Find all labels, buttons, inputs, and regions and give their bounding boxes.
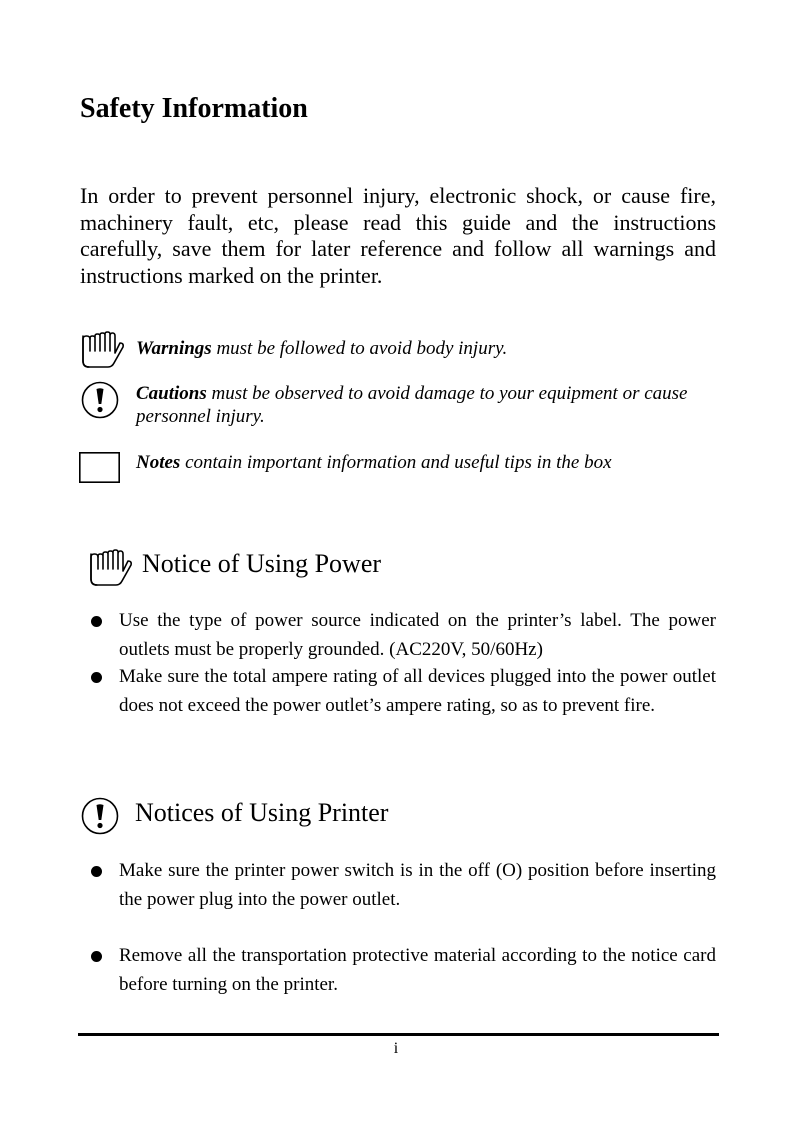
exclamation-circle-icon [80,796,120,841]
intro-paragraph: In order to prevent personnel injury, electronic shock, or cause fire, machinery fault, etc, please read this guide and the instructions carefully, save them for later reference and follow all warnings and instructions marked on the printer. [80,183,716,288]
caution-text: must be observed to avoid damage to your equipment or cause personnel injury. [136,383,688,427]
note-box-icon [79,452,121,489]
caution-term: Cautions [136,383,207,404]
bullet-dot [91,616,102,627]
hand-icon [78,331,126,376]
bullet-dot [91,672,102,683]
list-item-text: Remove all the transportation protective material according to the notice card before turning on the printer. [119,945,716,995]
list-item-text: Use the type of power source indicated on the printer’s label. The power outlets must be properly grounded. (AC220V, 50/60Hz) [119,610,716,660]
list-item-text: Make sure the printer power switch is in the off (O) position before inserting the power plug into the power outlet. [119,860,716,910]
hand-icon [86,549,134,594]
bullet-dot [91,866,102,877]
exclamation-circle-icon [80,380,120,425]
section-power-title: Notice of Using Power [142,549,382,578]
legend-note [78,451,718,485]
list-item-text: Make sure the total ampere rating of all devices plugged into the power outlet does not exceed the power outlet’s ampere rating, so as to prevent fire. [119,666,716,716]
legend-warning [78,331,718,367]
note-term: Notes [136,452,181,473]
page-title: Safety Information [80,93,308,124]
legend-caution [78,380,718,428]
section-printer-heading [78,796,718,846]
footer-divider [78,1033,719,1036]
warning-text: must be followed to avoid body injury. [211,338,508,359]
section-printer-title: Notices of Using Printer [135,798,389,827]
bullet-dot [91,951,102,962]
note-text: contain important information and useful tips in the box [180,452,612,473]
page-number: i [393,1040,399,1057]
section-power-heading [78,547,718,597]
warning-term: Warnings [136,338,212,359]
